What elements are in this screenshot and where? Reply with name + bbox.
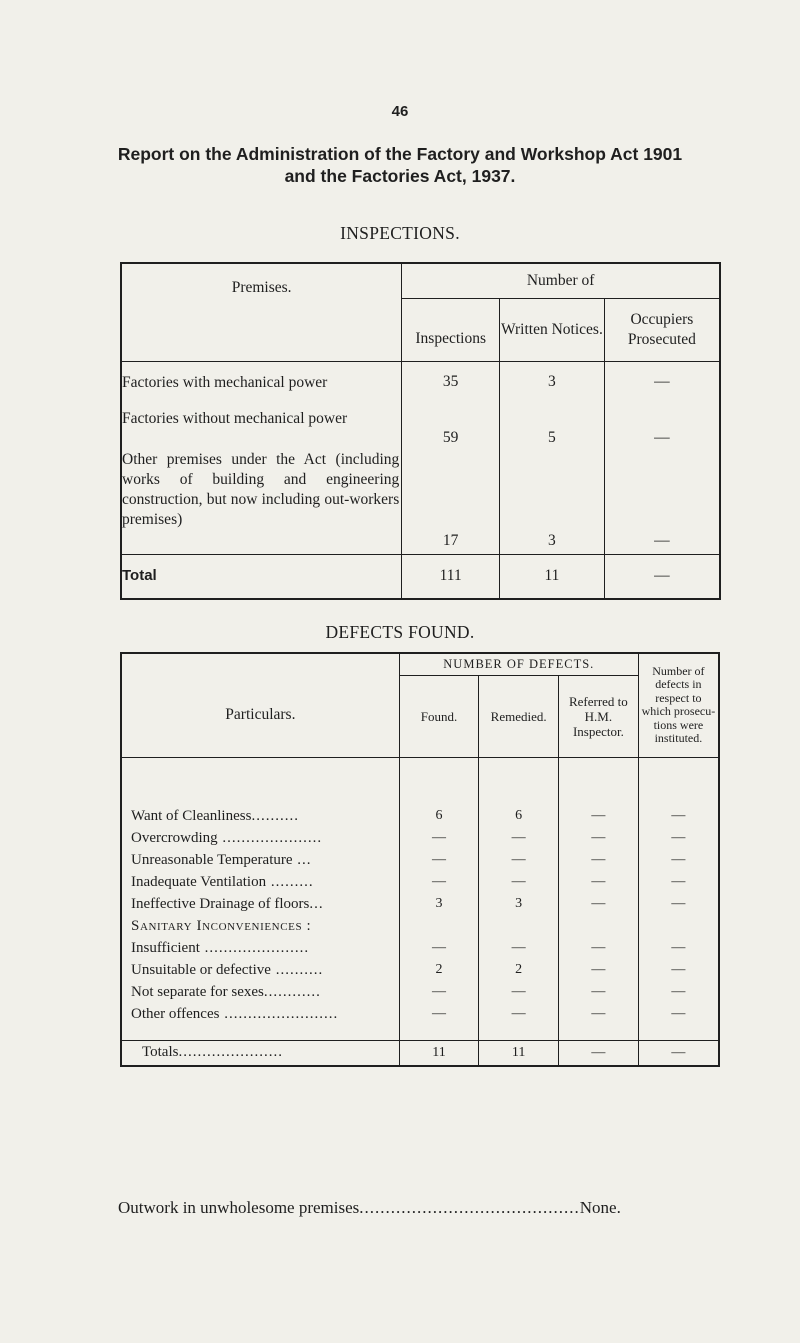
row-label: Sanitary Inconveniences :: [131, 917, 312, 934]
row-label: Want of Cleanliness..........: [131, 807, 299, 824]
total-row: [121, 554, 720, 599]
outwork-value: None.: [579, 1198, 621, 1217]
cell-remedied: —: [479, 827, 559, 849]
row-label: Ineffective Drainage of floors...: [131, 895, 324, 912]
cell-prosecutions: —: [638, 805, 719, 827]
cell-prosecutions: —: [638, 871, 719, 893]
row-label: Other offences ........................: [131, 1005, 339, 1022]
col-remedied: Remedied.: [479, 675, 559, 757]
cell-inspections: 59: [402, 401, 500, 450]
total-inspections: 111: [402, 554, 500, 599]
row-label: Other premises under the Act (including works of building and engineering construction, but now including out-workers premises): [122, 451, 400, 528]
inspections-table: [120, 262, 721, 600]
total-notices: 11: [500, 554, 605, 599]
cell-prosecutions: —: [638, 1003, 719, 1025]
table-row: [121, 401, 720, 450]
cell-remedied: —: [479, 1003, 559, 1025]
table-row: [121, 827, 719, 849]
cell-found: —: [399, 827, 479, 849]
col-particulars: Particulars.: [121, 653, 399, 757]
cell-prosecutions: —: [638, 981, 719, 1003]
row-label: Factories with mechanical power: [122, 373, 328, 391]
table-row: [121, 893, 719, 915]
outwork-line: Outwork in unwholesome premises..........................................None.: [118, 1198, 621, 1217]
cell-prosecuted: —: [604, 450, 720, 554]
cell-remedied: —: [479, 849, 559, 871]
total-prosecuted: —: [604, 554, 720, 599]
row-label: Inadequate Ventilation .........: [131, 873, 314, 890]
row-label: Not separate for sexes............: [131, 983, 321, 1000]
table-row: [121, 915, 719, 937]
cell-remedied: —: [479, 981, 559, 1003]
report-title-line-2: and the Factories Act, 1937.: [284, 166, 516, 186]
cell-prosecuted: —: [604, 401, 720, 450]
row-label: Factories without mechanical power: [122, 410, 348, 427]
col-written-notices: Written Notices.: [500, 298, 605, 361]
cell-found: —: [399, 1003, 479, 1025]
total-label: Total: [122, 567, 157, 585]
total-prosecutions: —: [638, 1040, 719, 1066]
col-prosecutions: Number of defects in respect to which prosecu- tions were instituted.: [638, 653, 719, 757]
row-label: Insufficient ......................: [131, 939, 310, 956]
row-label: Overcrowding .....................: [131, 829, 323, 846]
cell-remedied: 3: [479, 893, 559, 915]
total-row: [121, 1040, 719, 1066]
col-found: Found.: [399, 675, 479, 757]
total-remedied: 11: [479, 1040, 559, 1066]
cell-prosecutions: —: [638, 959, 719, 981]
cell-prosecutions: —: [638, 849, 719, 871]
cell-remedied: —: [479, 937, 559, 959]
col-inspections: Inspections: [402, 298, 500, 361]
cell-prosecutions: —: [638, 827, 719, 849]
table-row: [121, 1003, 719, 1025]
cell-notices: 3: [500, 361, 605, 401]
cell-remedied: —: [479, 871, 559, 893]
cell-referred: —: [559, 805, 639, 827]
outwork-label: Outwork in unwholesome premises: [118, 1198, 360, 1217]
total-label: Totals......................: [142, 1044, 283, 1061]
cell-referred: —: [559, 893, 639, 915]
cell-found: —: [399, 981, 479, 1003]
cell-found: 6: [399, 805, 479, 827]
cell-found: —: [399, 849, 479, 871]
cell-referred: —: [559, 981, 639, 1003]
cell-referred: —: [559, 871, 639, 893]
cell-remedied: 2: [479, 959, 559, 981]
cell-found: 3: [399, 893, 479, 915]
page-number: 46: [391, 103, 409, 120]
defects-heading: DEFECTS FOUND.: [325, 622, 475, 642]
table-row: [121, 871, 719, 893]
table-row: [121, 937, 719, 959]
total-found: 11: [399, 1040, 479, 1066]
cell-referred: —: [559, 937, 639, 959]
cell-referred: —: [559, 849, 639, 871]
cell-inspections: 17: [402, 450, 500, 554]
table-row: [121, 361, 720, 401]
inspections-heading: INSPECTIONS.: [340, 223, 460, 243]
col-occupiers-prosecuted: Occupiers Prosecuted: [604, 298, 720, 361]
col-referred: Referred to H.M. Inspector.: [559, 675, 639, 757]
cell-prosecuted: —: [604, 361, 720, 401]
report-title: [0, 143, 800, 187]
cell-notices: 3: [500, 450, 605, 554]
row-label: Unsuitable or defective ..........: [131, 961, 324, 978]
col-premises: Premises.: [121, 263, 402, 361]
cell-referred: —: [559, 827, 639, 849]
table-row: [121, 959, 719, 981]
cell-prosecutions: —: [638, 893, 719, 915]
col-number-of-defects: NUMBER OF DEFECTS.: [399, 653, 638, 675]
cell-found: —: [399, 871, 479, 893]
row-label: Unreasonable Temperature ...: [131, 851, 312, 868]
table-row: [121, 849, 719, 871]
cell-notices: 5: [500, 401, 605, 450]
col-number-of: Number of: [402, 263, 720, 298]
cell-found: —: [399, 937, 479, 959]
report-title-line-1: Report on the Administration of the Factory and Workshop Act 1901: [117, 144, 683, 164]
total-referred: —: [559, 1040, 639, 1066]
cell-found: 2: [399, 959, 479, 981]
cell-inspections: 35: [402, 361, 500, 401]
defects-table: [120, 652, 720, 1067]
table-row: [121, 805, 719, 827]
cell-referred: —: [559, 1003, 639, 1025]
table-row: [121, 450, 720, 554]
cell-remedied: 6: [479, 805, 559, 827]
cell-referred: —: [559, 959, 639, 981]
cell-prosecutions: —: [638, 937, 719, 959]
table-row: [121, 981, 719, 1003]
